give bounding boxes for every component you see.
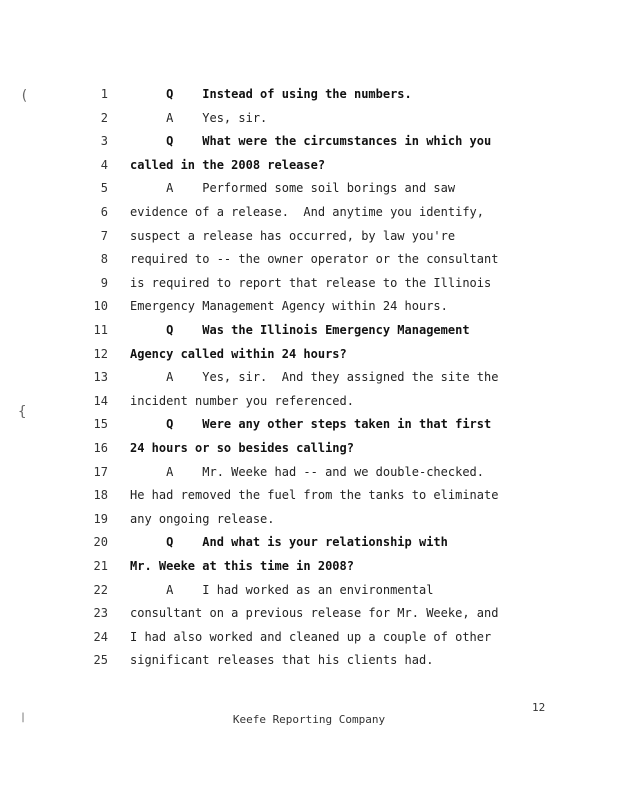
transcript-line	[0, 559, 618, 581]
answer-text: Emergency Management Agency within 24 hours.	[130, 299, 448, 314]
line-number: 11	[93, 323, 108, 337]
margin-mark: {	[18, 404, 27, 420]
answer-text: is required to report that release to the Illinois	[130, 275, 492, 290]
line-number: 1	[100, 87, 108, 101]
line-number: 17	[93, 464, 108, 479]
transcript-line	[0, 323, 618, 345]
transcript-line	[0, 630, 618, 652]
transcript-line	[0, 205, 618, 227]
line-number: 18	[93, 488, 108, 503]
line-number: 3	[100, 134, 108, 149]
transcript-line	[0, 606, 618, 628]
line-number: 21	[93, 559, 108, 573]
line-number: 24	[93, 629, 108, 644]
transcript-line	[0, 417, 618, 439]
answer-text: significant releases that his clients had.	[130, 653, 434, 668]
line-number: 19	[93, 511, 108, 526]
line-number: 25	[93, 653, 108, 668]
question-text: 24 hours or so besides calling?	[130, 441, 354, 455]
line-number: 2	[100, 110, 108, 125]
question-text: Q Were any other steps taken in that first	[130, 417, 492, 432]
transcript-line	[0, 394, 618, 416]
transcript-line	[0, 488, 618, 510]
answer-text: I had also worked and cleaned up a couple of other	[130, 629, 492, 644]
line-number: 22	[93, 582, 108, 597]
line-number: 14	[93, 393, 108, 408]
line-number: 8	[100, 252, 108, 267]
transcript-line	[0, 252, 618, 274]
line-number: 4	[100, 157, 108, 172]
answer-text: A I had worked as an environmental	[130, 582, 434, 597]
answer-text: suspect a release has occurred, by law you're	[130, 228, 456, 243]
answer-text: A Mr. Weeke had -- and we double-checked.	[130, 464, 485, 479]
transcript-line	[0, 583, 618, 605]
transcript-line	[0, 535, 618, 557]
margin-mark: (	[20, 88, 29, 104]
question-text: called in the 2008 release?	[130, 157, 326, 172]
answer-text: He had removed the fuel from the tanks to eliminate	[130, 488, 499, 503]
line-number: 7	[100, 228, 108, 243]
question-text: Q Instead of using the numbers.	[130, 87, 412, 101]
footer-reporter-name: Keefe Reporting Company	[232, 713, 386, 726]
answer-text: A Yes, sir.	[130, 110, 268, 125]
answer-text: A Performed some soil borings and saw	[130, 181, 456, 196]
transcript-line	[0, 229, 618, 251]
page-number: 12	[532, 701, 546, 714]
transcript-line	[0, 158, 618, 180]
answer-text: consultant on a previous release for Mr. Weeke, and	[130, 606, 499, 621]
transcript-line	[0, 653, 618, 675]
line-number: 5	[100, 181, 108, 196]
transcript-line	[0, 181, 618, 203]
transcript-line	[0, 111, 618, 133]
margin-mark: |	[20, 712, 27, 723]
question-text: Q Was the Illinois Emergency Management	[130, 323, 470, 337]
line-number: 10	[93, 299, 108, 314]
answer-text: A Yes, sir. And they assigned the site the	[130, 370, 499, 385]
answer-text: evidence of a release. And anytime you identify,	[130, 205, 485, 219]
line-number: 15	[93, 417, 108, 432]
question-text: Q And what is your relationship with	[130, 535, 448, 550]
question-text: Mr. Weeke at this time in 2008?	[130, 559, 354, 573]
line-number: 20	[93, 535, 108, 550]
line-number: 16	[93, 441, 108, 455]
transcript-line	[0, 465, 618, 487]
line-number: 6	[100, 205, 108, 219]
line-number: 23	[93, 606, 108, 621]
transcript-line	[0, 512, 618, 534]
transcript-line	[0, 347, 618, 369]
line-number: 9	[100, 275, 108, 290]
transcript-line	[0, 441, 618, 463]
question-text: Agency called within 24 hours?	[130, 346, 347, 361]
line-number: 13	[93, 370, 108, 385]
answer-text: incident number you referenced.	[130, 393, 354, 408]
question-text: Q What were the circumstances in which you	[130, 134, 492, 149]
answer-text: any ongoing release.	[130, 511, 275, 526]
transcript-line	[0, 134, 618, 156]
transcript-line	[0, 276, 618, 298]
transcript-line	[0, 299, 618, 321]
answer-text: required to -- the owner operator or the consultant	[130, 252, 499, 267]
transcript-line	[0, 87, 618, 109]
line-number: 12	[93, 346, 108, 361]
transcript-line	[0, 370, 618, 392]
